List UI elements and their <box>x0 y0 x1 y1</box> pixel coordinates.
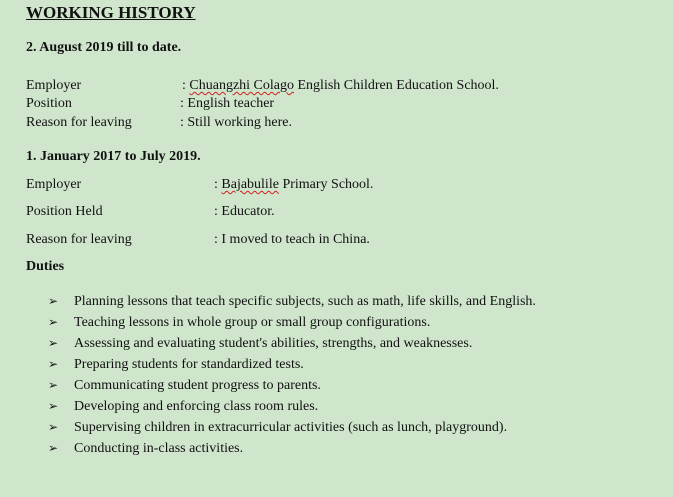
employer-prefix: : <box>182 78 190 93</box>
employer-label: Employer <box>26 78 82 93</box>
arrow-bullet-icon: ➢ <box>48 399 59 413</box>
list-item <box>48 440 536 461</box>
list-item <box>48 398 536 419</box>
arrow-bullet-icon: ➢ <box>48 336 59 350</box>
reason-value: : Still working here. <box>180 115 292 130</box>
job-title: 1. January 2017 to July 2019. <box>26 149 201 164</box>
position-label: Position <box>26 96 72 111</box>
duties-list <box>48 293 536 461</box>
employer-name: Bajabulile <box>221 177 279 192</box>
employer-suffix: English Children Education School. <box>294 78 499 93</box>
duty-text: Communicating student progress to parents. <box>74 378 321 393</box>
duty-text: Preparing students for standardized tests. <box>74 357 304 372</box>
position-value: : Educator. <box>214 204 275 219</box>
employer-name: Chuangzhi Colago <box>189 78 294 93</box>
duties-title: Duties <box>26 259 65 274</box>
duty-text: Planning lessons that teach specific subjects, such as math, life skills, and English. <box>74 294 536 309</box>
job-title: 2. August 2019 till to date. <box>26 40 182 55</box>
reason-value: : I moved to teach in China. <box>214 232 370 247</box>
arrow-bullet-icon: ➢ <box>48 441 59 455</box>
employer-suffix: Primary School. <box>278 177 374 192</box>
arrow-bullet-icon: ➢ <box>48 378 59 392</box>
duty-text: Supervising children in extracurricular activities (such as lunch, playground). <box>74 420 508 435</box>
list-item <box>48 293 536 314</box>
employer-value <box>182 78 499 94</box>
list-item <box>48 377 536 398</box>
list-item <box>48 314 536 335</box>
list-item <box>48 335 536 356</box>
arrow-bullet-icon: ➢ <box>48 420 59 434</box>
employer-label: Employer <box>26 177 82 192</box>
duty-text: Teaching lessons in whole group or small group configurations. <box>74 315 431 330</box>
arrow-bullet-icon: ➢ <box>48 315 59 329</box>
duty-text: Conducting in-class activities. <box>74 441 244 456</box>
list-item <box>48 419 536 440</box>
employer-prefix: : <box>214 177 222 192</box>
duty-text: Assessing and evaluating student's abilities, strengths, and weaknesses. <box>74 336 473 351</box>
section-heading: WORKING HISTORY <box>26 3 196 22</box>
position-label: Position Held <box>26 204 103 219</box>
list-item <box>48 356 536 377</box>
employer-value <box>214 177 373 193</box>
duty-text: Developing and enforcing class room rules. <box>74 399 319 414</box>
reason-label: Reason for leaving <box>26 115 132 130</box>
reason-label: Reason for leaving <box>26 232 132 247</box>
position-value: : English teacher <box>180 96 275 111</box>
arrow-bullet-icon: ➢ <box>48 357 59 371</box>
arrow-bullet-icon: ➢ <box>48 294 59 308</box>
